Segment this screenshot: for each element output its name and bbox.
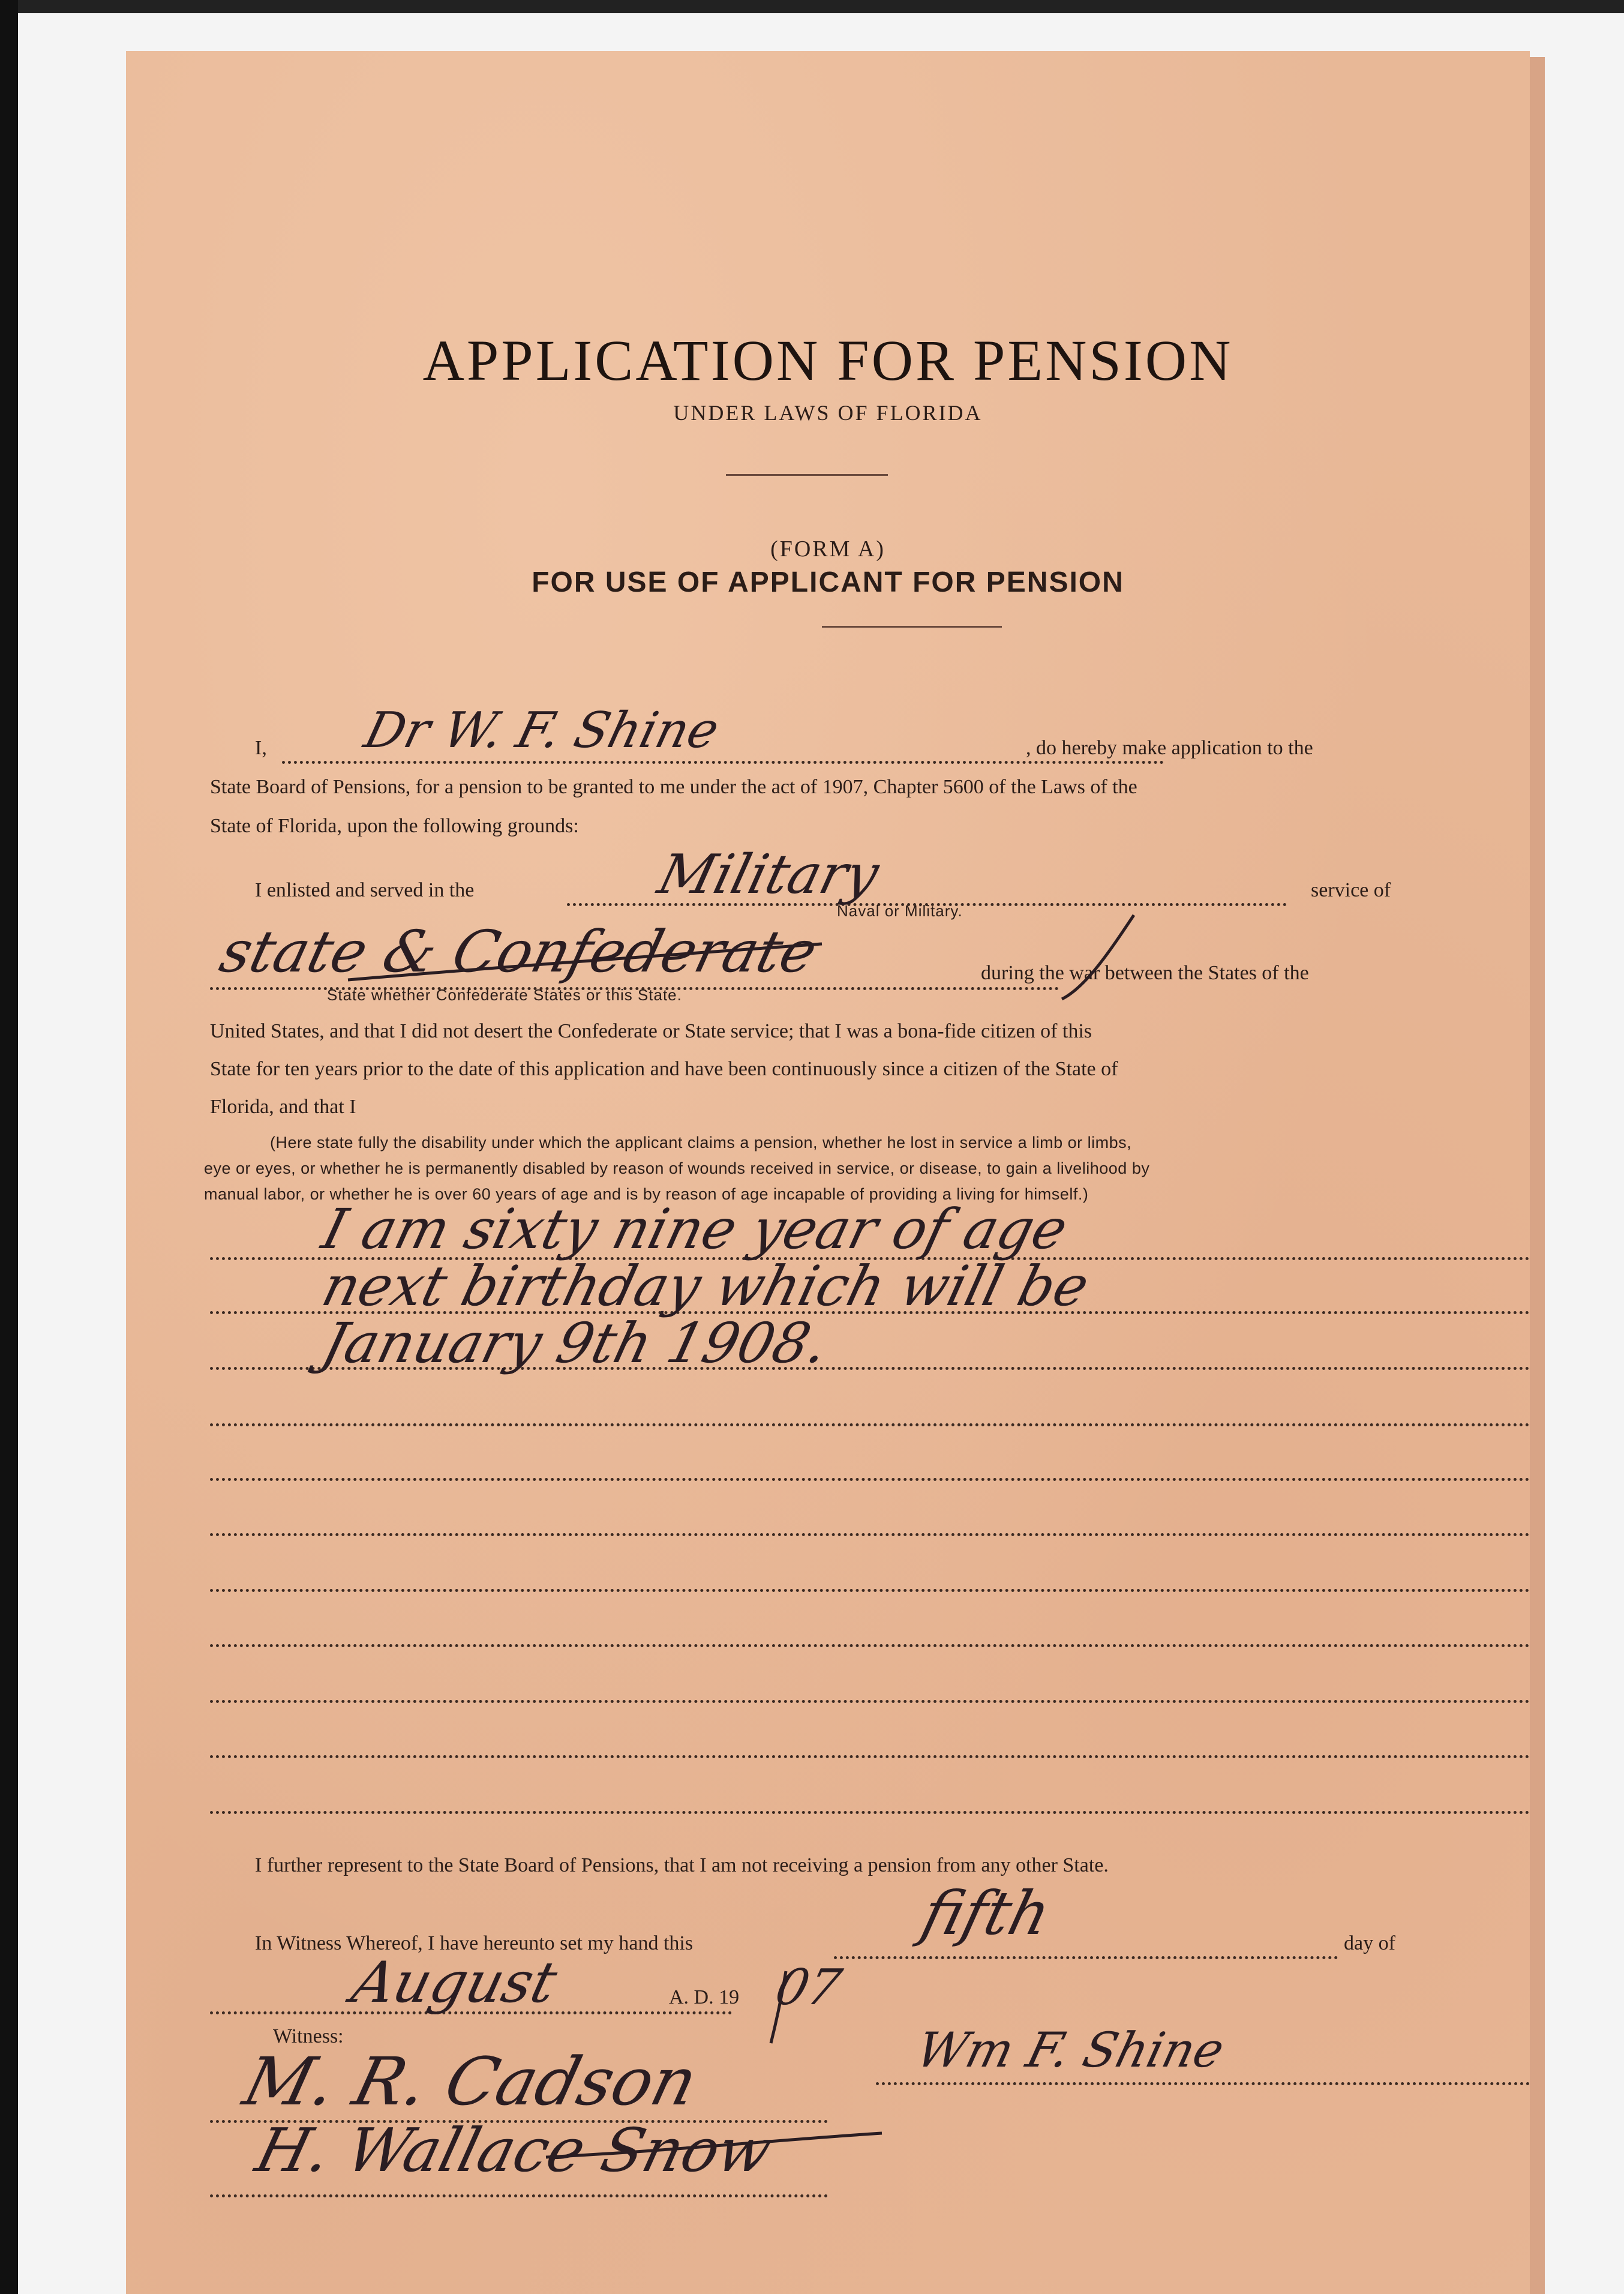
witness-label: Witness: (273, 2025, 344, 2047)
instruction-line-2: eye or eyes, or whether he is permanently disabled by reason of wounds received in service, or disease, to gain a livelihood by (204, 1159, 1150, 1177)
witness-2-tail (546, 2133, 882, 2157)
applicant-name-handwritten: Dr W. F. Shine (359, 702, 725, 759)
document-subtitle: UNDER LAWS OF FLORIDA (673, 401, 983, 425)
form-heading: FOR USE OF APPLICANT FOR PENSION (532, 566, 1124, 598)
intro-prefix: I, (255, 737, 267, 759)
disability-handwritten-3: January 9th 1908. (316, 1311, 835, 1375)
pen-flourishes (126, 51, 1530, 2294)
branch-hint: Naval or Military. (837, 902, 963, 920)
branch-handwritten: Military (652, 843, 885, 906)
disability-handwritten-2: next birthday which will be (316, 1254, 1095, 1318)
service-prefix: I enlisted and served in the (255, 879, 475, 901)
service-line-b: State for ten years prior to the date of this application and have been continuously since a citizen of the State of (210, 1058, 1118, 1080)
witness-1-signature: M. R. Cadson (236, 2043, 705, 2120)
year-handwritten: 07 (770, 1959, 847, 2016)
intro-line3: State of Florida, upon the following grounds: (210, 815, 579, 837)
day-of-label: day of (1344, 1932, 1395, 1954)
instruction-line-3: manual labor, or whether he is over 60 years of age and is by reason of age incapable of providing a living for himself.) (204, 1185, 1089, 1203)
month-handwritten: August (346, 1950, 563, 2016)
scan-left-edge (0, 0, 18, 2294)
state-underline-flourish (348, 944, 822, 980)
scan-top-edge (0, 0, 1624, 13)
branch-flourish (1062, 915, 1134, 999)
pension-application-page (126, 51, 1530, 2294)
further-statement: I further represent to the State Board of Pensions, that I am not receiving a pension from any other State. (255, 1854, 1109, 1876)
state-handwritten: state & Confederate (214, 918, 824, 985)
disability-handwritten-1: I am sixty nine year of age (316, 1197, 1074, 1261)
service-line-c: Florida, and that I (210, 1096, 356, 1118)
applicant-signature: Wm F. Shine (911, 2022, 1230, 2078)
witness-2-signature: H. Wallace Snow (249, 2115, 779, 2185)
service-line-a: United States, and that I did not desert the Confederate or State service; that I was a bona-fide citizen of this (210, 1020, 1092, 1042)
anno-domini-label: A. D. 19 (669, 1986, 740, 2008)
witness-whereof: In Witness Whereof, I have hereunto set my hand this (255, 1932, 694, 1954)
service-suffix: service of (1311, 879, 1391, 901)
instruction-line-1: (Here state fully the disability under which the applicant claims a pension, whether he lost in service a limb or limbs, (270, 1133, 1132, 1152)
state-suffix: during the war between the States of the (981, 962, 1309, 984)
intro-line1-suffix: , do hereby make application to the (1026, 737, 1313, 759)
state-hint: State whether Confederate States or this State. (327, 986, 682, 1004)
form-label: (FORM A) (770, 536, 885, 562)
year-stroke (771, 1971, 786, 2043)
intro-line2: State Board of Pensions, for a pension to be granted to me under the act of 1907, Chapter 5600 of the Laws of the (210, 776, 1137, 798)
day-handwritten: fifth (915, 1878, 1058, 1948)
document-title: APPLICATION FOR PENSION (422, 328, 1233, 392)
